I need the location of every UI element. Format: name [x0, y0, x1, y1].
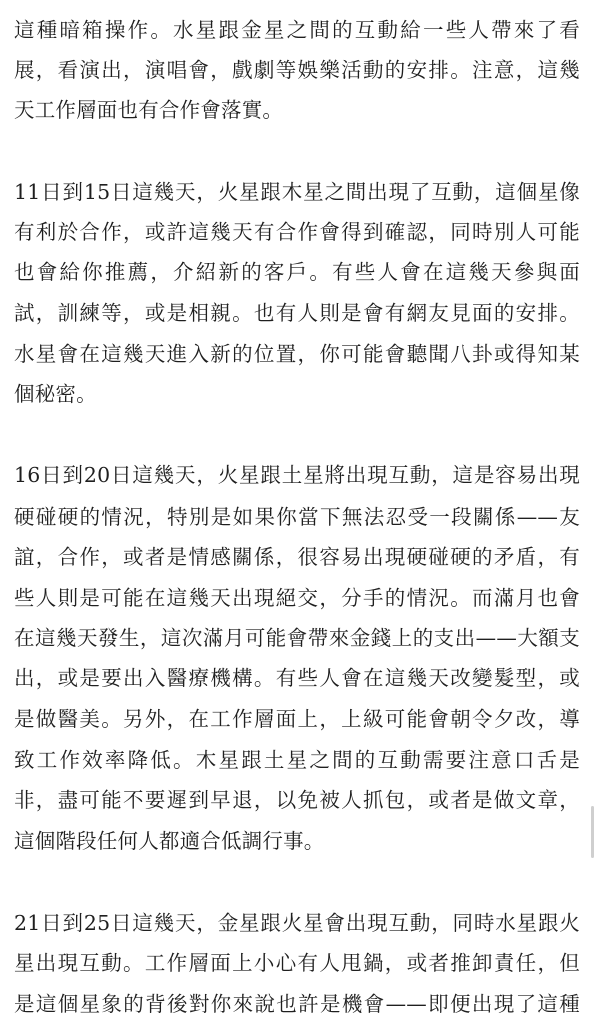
- text-line: 是這個星象的背後對你來說也許是機會——即便出現了這種: [14, 992, 580, 1016]
- text-line: 在這幾天發生，這次滿月可能會帶來金錢上的支出——大額支: [14, 626, 580, 650]
- text-line: 11日到15日這幾天，火星跟木星之間出現了互動，這個星像: [14, 180, 580, 204]
- text-line: 21日到25日這幾天，金星跟火星會出現互動，同時水星跟火: [14, 911, 580, 935]
- text-line: 硬碰硬的情況，特別是如果你當下無法忍受一段關係——友: [14, 505, 580, 529]
- text-line: 是做醫美。另外，在工作層面上，上級可能會朝令夕改，導: [14, 707, 580, 731]
- text-line: 展，看演出，演唱會，戲劇等娛樂活動的安排。注意，這幾: [14, 58, 580, 82]
- text-line: 天工作層面也有合作會落實。: [14, 98, 284, 122]
- text-line: 水星會在這幾天進入新的位置，你可能會聽聞八卦或得知某: [14, 342, 580, 366]
- text-line: 也會給你推薦，介紹新的客戶。有些人會在這幾天參與面: [14, 260, 580, 284]
- text-line: 些人則是可能在這幾天出現絕交，分手的情況。而滿月也會: [14, 586, 580, 610]
- text-line: 這種暗箱操作。水星跟金星之間的互動給一些人帶來了看: [14, 18, 580, 42]
- text-line: 這個階段任何人都適合低調行事。: [14, 829, 325, 853]
- text-line: 個秘密。: [14, 382, 97, 406]
- text-line: 16日到20日這幾天，火星跟土星將出現互動，這是容易出現: [14, 463, 580, 487]
- text-line: 出，或是要出入醫療機構。有些人會在這幾天改變髮型，或: [14, 666, 580, 690]
- text-line: 試，訓練等，或是相親。也有人則是會有網友見面的安排。: [14, 301, 580, 325]
- text-line: 致工作效率降低。木星跟土星之間的互動需要注意口舌是: [14, 748, 580, 772]
- text-line: 星出現互動。工作層面上小心有人甩鍋，或者推卸責任，但: [14, 951, 580, 975]
- text-line: 非，盡可能不要遲到早退，以免被人抓包，或者是做文章，: [14, 788, 580, 812]
- text-line: 有利於合作，或許這幾天有合作會得到確認，同時別人可能: [14, 220, 580, 244]
- text-line: 誼，合作，或者是情感關係，很容易出現硬碰硬的矛盾，有: [14, 545, 580, 569]
